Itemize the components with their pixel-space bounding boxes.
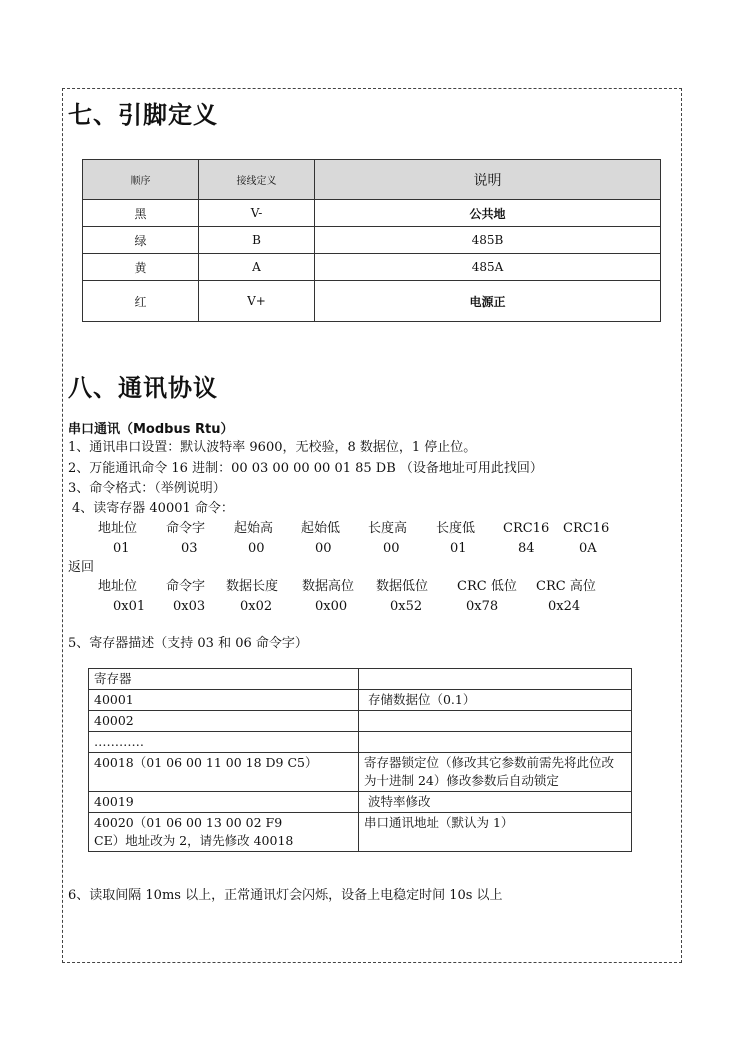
pin-wiring: V+ <box>199 281 315 322</box>
pin-description: 485B <box>315 227 661 254</box>
resp-value: 0x24 <box>548 599 581 614</box>
table-row <box>83 227 661 254</box>
pin-description: 电源正 <box>315 281 661 322</box>
cmd-value: 00 <box>315 541 332 556</box>
cmd-value: 01 <box>450 541 467 556</box>
resp-value: 0x03 <box>173 599 206 614</box>
cmd-header: 地址位 <box>98 521 138 536</box>
resp-value: 0x52 <box>390 599 423 614</box>
pin-color: 黄 <box>83 254 199 281</box>
resp-header: 数据高位 <box>302 579 355 594</box>
cmd-header: CRC16 <box>503 521 550 536</box>
resp-value: 0x78 <box>466 599 499 614</box>
resp-header: CRC 低位 <box>457 579 517 594</box>
register-description: 串口通讯地址（默认为 1） <box>359 813 632 852</box>
table-row <box>83 281 661 322</box>
register-description <box>359 669 632 690</box>
resp-value: 0x02 <box>240 599 273 614</box>
register-address: ………… <box>89 732 359 753</box>
cmd-header: 长度低 <box>436 521 476 536</box>
serial-line-3: 3、命令格式：（举例说明） <box>68 481 226 496</box>
register-address: 40020（01 06 00 13 00 02 F9 CE）地址改为 2，请先修改 40018 <box>89 813 359 852</box>
table-row <box>89 813 632 852</box>
header-wiring: 接线定义 <box>199 160 315 200</box>
section-7-title: 七、引脚定义 <box>68 101 218 129</box>
table-row <box>83 254 661 281</box>
resp-value: 0x01 <box>113 599 146 614</box>
register-description: 存储数据位（0.1） <box>359 690 632 711</box>
cmd-value: 0A <box>579 541 597 556</box>
table-row <box>89 669 632 690</box>
pin-wiring: B <box>199 227 315 254</box>
register-address: 40002 <box>89 711 359 732</box>
serial-line-1: 1、通讯串口设置：默认波特率 9600，无校验，8 数据位，1 停止位。 <box>68 440 477 455</box>
pin-description: 485A <box>315 254 661 281</box>
cmd-value: 00 <box>248 541 265 556</box>
cmd-value: 01 <box>113 541 130 556</box>
register-table <box>88 668 632 852</box>
table-row <box>89 732 632 753</box>
cmd-value: 00 <box>383 541 400 556</box>
cmd-header: 起始低 <box>301 521 341 536</box>
table-row <box>89 711 632 732</box>
serial-line-6: 6、读取间隔 10ms 以上，正常通讯灯会闪烁，设备上电稳定时间 10s 以上 <box>68 888 503 903</box>
resp-header: CRC 高位 <box>536 579 596 594</box>
register-description <box>359 732 632 753</box>
pin-wiring: V- <box>199 200 315 227</box>
resp-header: 地址位 <box>98 579 138 594</box>
pin-wiring: A <box>199 254 315 281</box>
table-row <box>89 792 632 813</box>
register-address: 寄存器 <box>89 669 359 690</box>
register-address: 40018（01 06 00 11 00 18 D9 C5） <box>89 753 359 792</box>
cmd-header: 长度高 <box>368 521 408 536</box>
register-description: 波特率修改 <box>359 792 632 813</box>
table-row <box>89 690 632 711</box>
resp-header: 数据低位 <box>376 579 429 594</box>
return-label: 返回 <box>68 560 95 575</box>
cmd-header: CRC16 <box>563 521 610 536</box>
cmd-value: 03 <box>181 541 198 556</box>
resp-header: 命令字 <box>166 579 206 594</box>
resp-header: 数据长度 <box>226 579 279 594</box>
pin-color: 红 <box>83 281 199 322</box>
cmd-header: 起始高 <box>234 521 274 536</box>
serial-heading: 串口通讯（Modbus Rtu） <box>68 422 234 437</box>
header-order: 顺序 <box>83 160 199 200</box>
pin-color: 黑 <box>83 200 199 227</box>
cmd-value: 84 <box>518 541 535 556</box>
resp-value: 0x00 <box>315 599 348 614</box>
register-address: 40019 <box>89 792 359 813</box>
register-description: 寄存器锁定位（修改其它参数前需先将此位改为十进制 24）修改参数后自动锁定 <box>359 753 632 792</box>
table-row <box>89 753 632 792</box>
register-description <box>359 711 632 732</box>
header-description: 说明 <box>315 160 661 200</box>
pin-description: 公共地 <box>315 200 661 227</box>
serial-line-2: 2、万能通讯命令 16 进制：00 03 00 00 00 01 85 DB （设备地址可用此找回） <box>68 461 543 476</box>
table-header-row <box>83 160 661 200</box>
pin-color: 绿 <box>83 227 199 254</box>
serial-line-4: 4、读寄存器 40001 命令： <box>72 501 234 516</box>
serial-line-5: 5、寄存器描述（支持 03 和 06 命令字） <box>68 636 308 651</box>
cmd-header: 命令字 <box>166 521 206 536</box>
pin-definition-table <box>82 159 661 322</box>
table-row <box>83 200 661 227</box>
section-8-title: 八、通讯协议 <box>68 374 218 402</box>
register-address: 40001 <box>89 690 359 711</box>
